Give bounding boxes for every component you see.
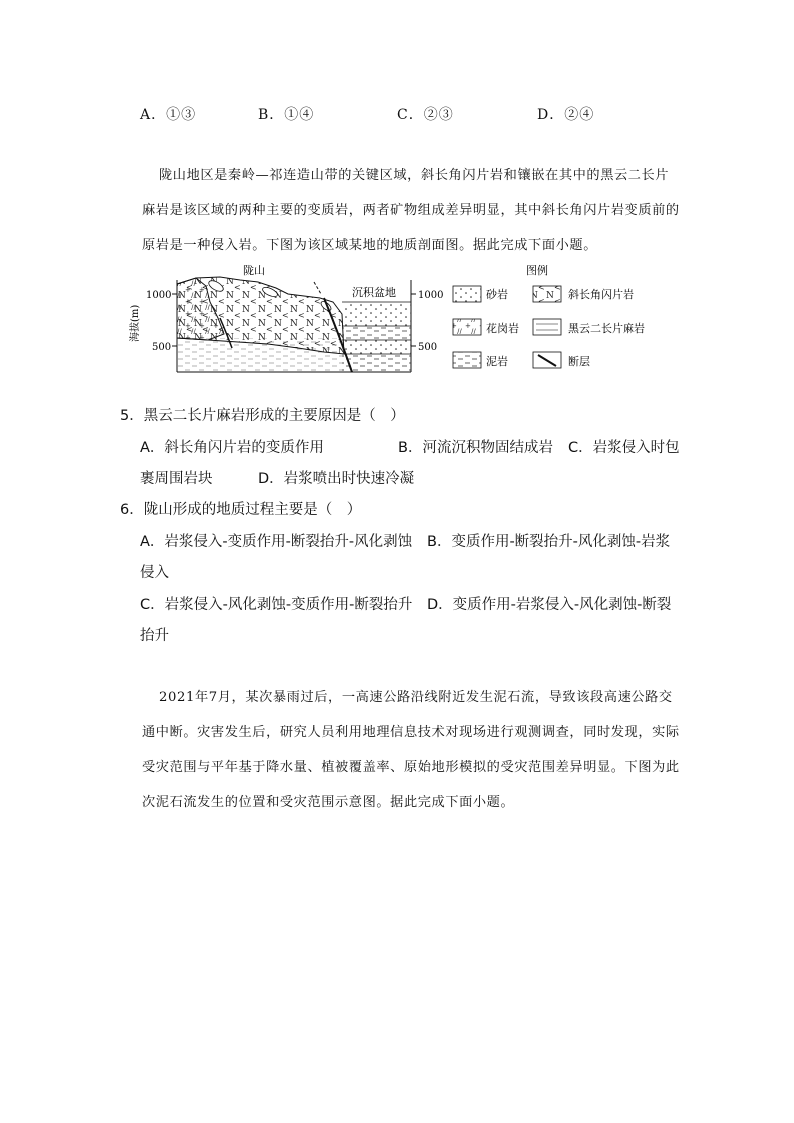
q5-option-a: A．斜长角闪片岩的变质作用: [140, 440, 324, 456]
basin-mudstone-layer: [342, 326, 411, 340]
basin-sandstone-layer: [342, 302, 411, 326]
passage-1: 陇山地区是秦岭—祁连造山带的关键区域，斜长角闪片岩和镶嵌在其中的黑云二长片麻岩是该区域的两种主要的变质岩，两者矿物组成差异明显，其中斜长角闪片岩变质前的原岩是一种侵入岩。下图为该区域某地的地质剖面图。据此完成下面小题。: [142, 168, 680, 253]
mountain-label: 陇山: [243, 264, 265, 277]
geologic-section-figure: [128, 262, 688, 380]
basin-label: 沉积盆地: [352, 286, 396, 299]
right-tick-500: 500: [418, 342, 438, 353]
q6-option-b: B．变质作用-断裂抬升-风化剥蚀-岩浆: [427, 534, 671, 550]
left-tick-1000: 1000: [146, 290, 172, 301]
q5-option-b: B．河流沉积物固结成岩: [398, 440, 553, 456]
legend-sandstone-label: 砂岩: [486, 288, 508, 301]
q5-option-d: D．岩浆喷出时快速冷凝: [258, 471, 415, 487]
legend-biotite-gneiss-label: 黑云二长片麻岩: [568, 322, 645, 335]
legend-sandstone-swatch: [453, 286, 481, 302]
q5-stem: 5．黑云二长片麻岩形成的主要原因是（ ）: [120, 408, 405, 424]
legend-granite-label: 花岗岩: [486, 322, 519, 335]
legend-amphibole-schist-swatch: [533, 286, 561, 302]
q6-option-d: D．变质作用-岩浆侵入-风化剥蚀-断裂: [427, 597, 672, 613]
q5-option-c: C．岩浆侵入时包: [568, 440, 680, 456]
legend-mudstone-label: 泥岩: [486, 355, 508, 368]
q6-option-c: C．岩浆侵入-风化剥蚀-变质作用-断裂抬升: [140, 597, 413, 613]
prev-option-b: B．①④: [258, 107, 315, 123]
prev-option-c: C．②③: [397, 107, 454, 123]
q6-stem: 6．陇山形成的地质过程主要是（ ）: [120, 502, 362, 518]
y-axis-label: 海拔(m): [130, 304, 141, 342]
basin-sandstone-layer-lower: [342, 340, 411, 354]
q5-option-c-continued: 裹周围岩块: [140, 471, 213, 487]
q6-option-a: A．岩浆侵入-变质作用-断裂抬升-风化剥蚀: [140, 534, 413, 550]
q6-option-b-continued: 侵入: [140, 565, 169, 581]
left-tick-500: 500: [152, 342, 172, 353]
legend-mudstone-swatch: [453, 352, 481, 368]
legend-amphibole-schist-label: 斜长角闪片岩: [568, 288, 634, 301]
legend-granite-swatch: [453, 319, 481, 335]
legend-fault-label: 断层: [568, 355, 590, 368]
passage-2: 2021年7月，某次暴雨过后，一高速公路沿线附近发生泥石流，导致该段高速公路交通中断。灾害发生后，研究人员利用地理信息技术对现场进行观测调查，同时发现，实际受灾范围与平年基于降水量、植被覆盖率、原始地形模拟的受灾范围差异明显。下图为此次泥石流发生的位置和受灾范围示意图。据此完成下面小题。: [142, 690, 680, 810]
prev-option-d: D．②④: [537, 107, 595, 123]
prev-option-a: A．①③: [140, 107, 197, 123]
legend-title: 图例: [526, 264, 548, 277]
right-tick-1000: 1000: [418, 290, 444, 301]
q6-option-d-continued: 抬升: [140, 628, 169, 644]
legend-biotite-gneiss-swatch: [533, 319, 561, 335]
